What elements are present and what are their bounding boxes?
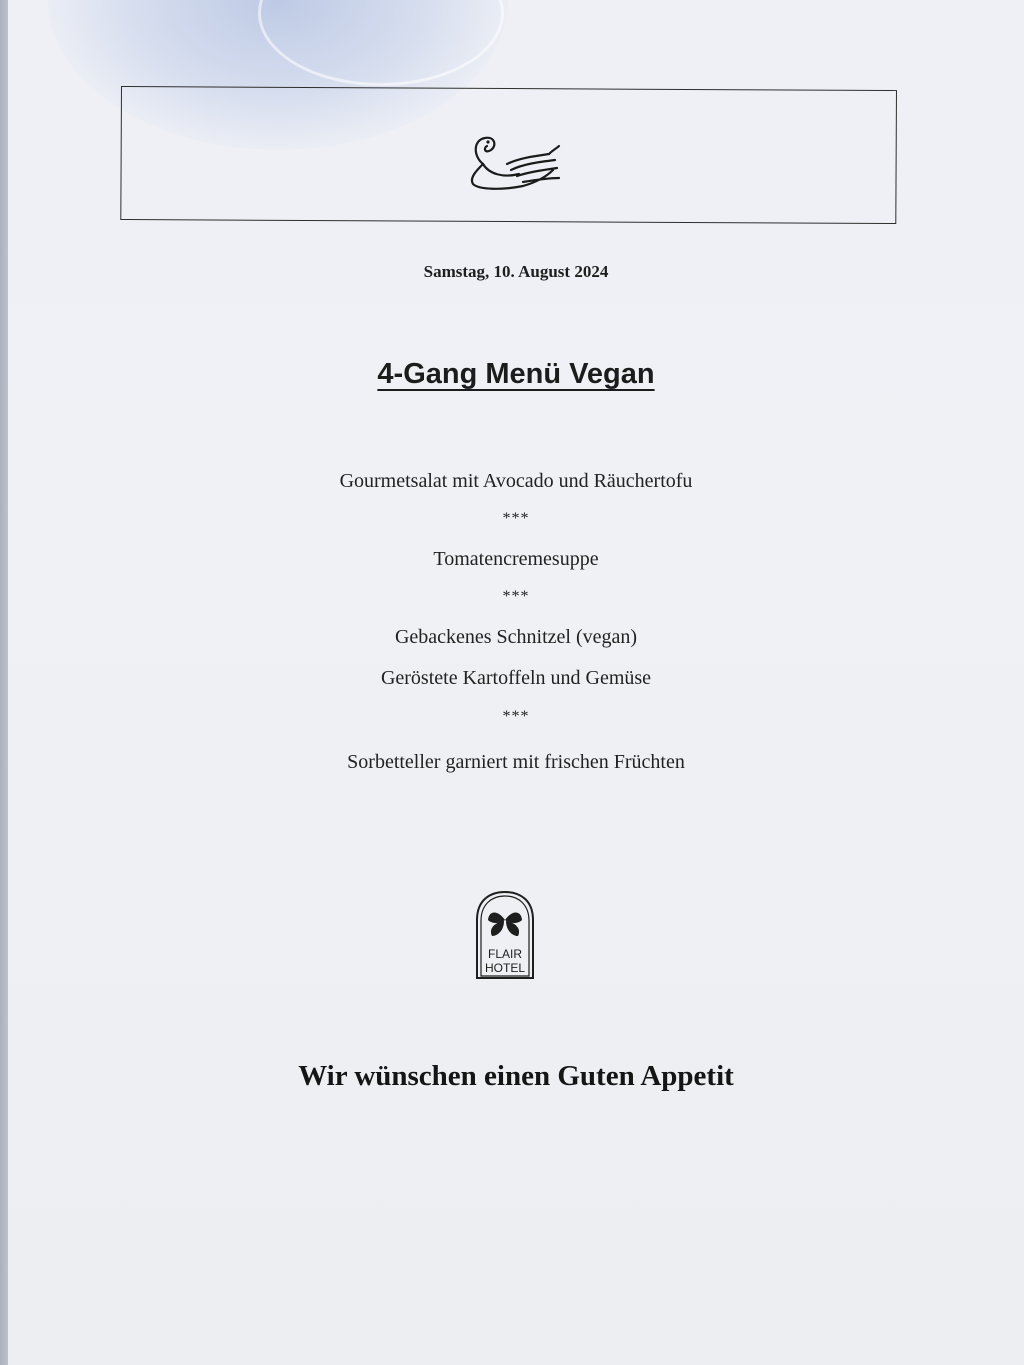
course-starter: Gourmetsalat mit Avocado und Räuchertofu [339, 470, 693, 492]
course-main-sides: Geröstete Kartoffeln und Gemüse [380, 667, 652, 689]
menu-title: 4-Gang Menü Vegan [377, 358, 655, 390]
course-separator: *** [502, 510, 530, 527]
course-separator: *** [502, 708, 530, 725]
logo-text-hotel: HOTEL [484, 961, 526, 975]
menu-date: Samstag, 10. August 2024 [423, 262, 609, 281]
swan-icon [463, 134, 563, 196]
logo-text-flair: FLAIR [487, 947, 523, 961]
course-main: Gebackenes Schnitzel (vegan) [394, 626, 638, 648]
flair-hotel-logo [474, 890, 536, 980]
course-soup: Tomatencremesuppe [433, 548, 599, 570]
course-separator: *** [502, 588, 530, 605]
closing-message: Wir wünschen einen Guten Appetit [298, 1060, 734, 1092]
menu-sheet [8, 0, 1024, 1365]
course-dessert: Sorbetteller garniert mit frischen Früchten [347, 751, 685, 773]
